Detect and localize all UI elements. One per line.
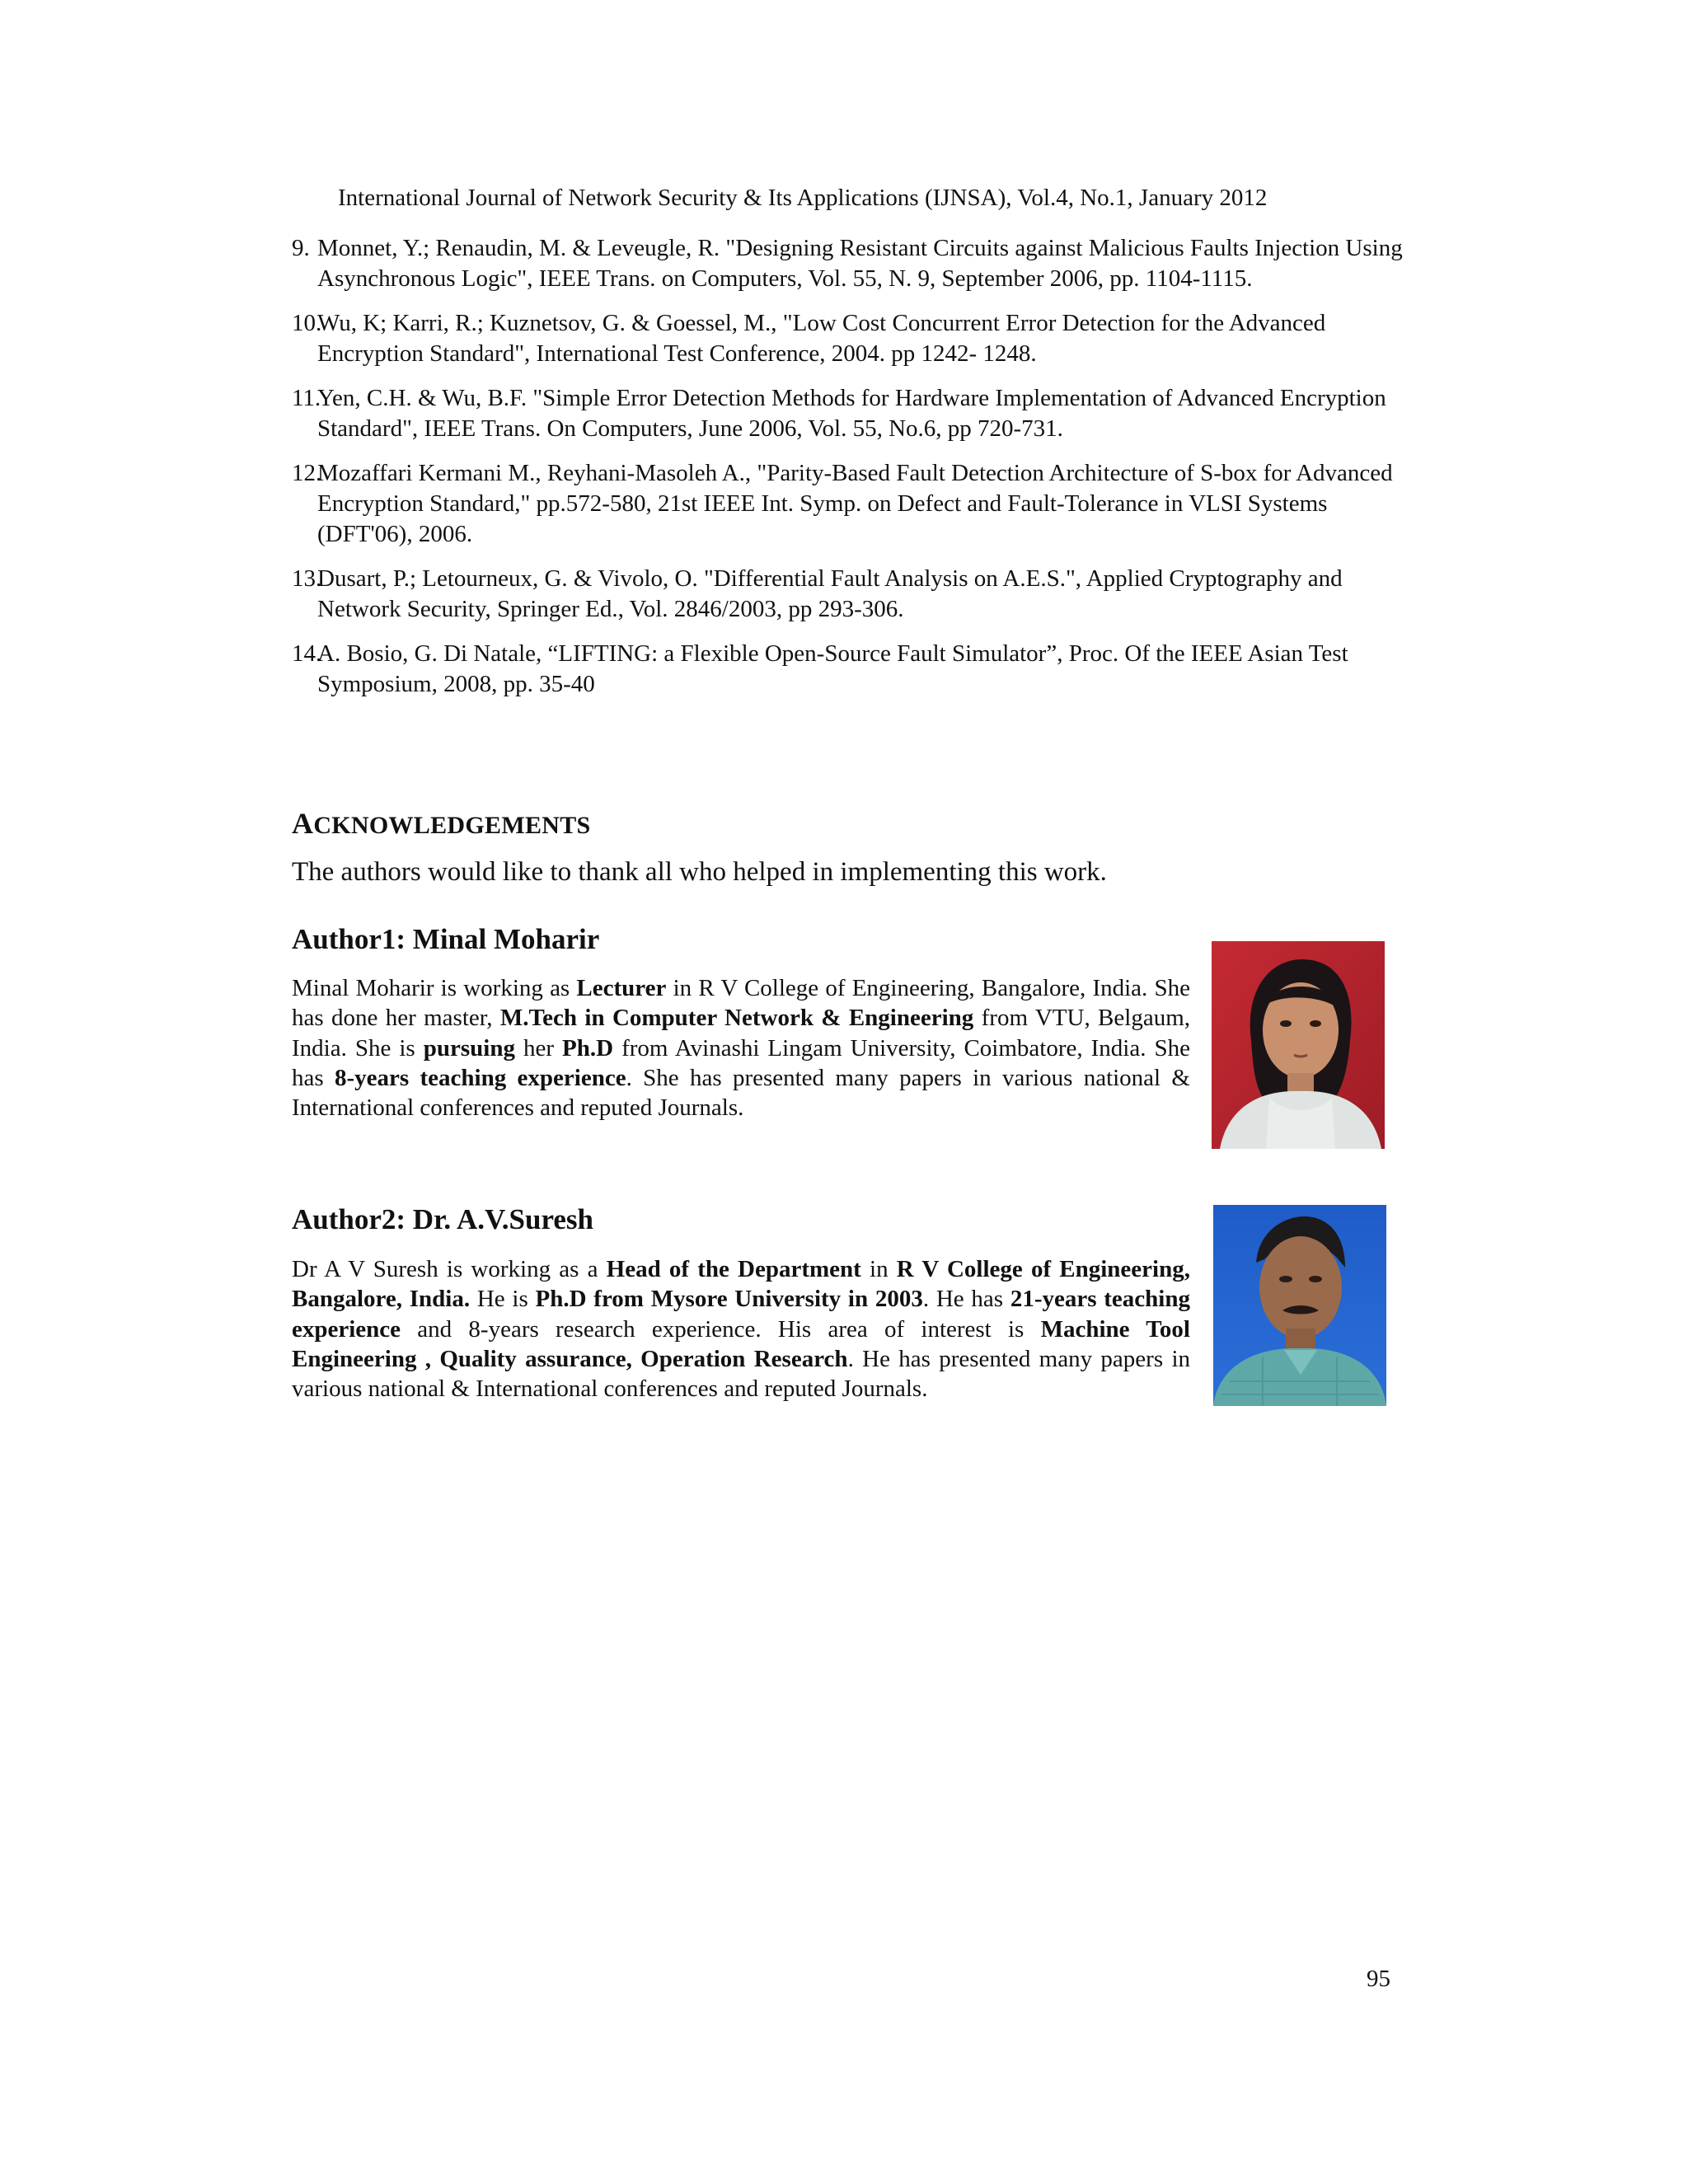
author1-bio-run: M.Tech in Computer Network & Engineering [499, 1005, 974, 1032]
author2-bio-run: and 8-years research experience. His area of interest is [401, 1315, 1041, 1343]
author1-bio-run: Lecturer [576, 975, 667, 1001]
author2-bio-run: Ph.D from Mysore University in 2003 [535, 1286, 923, 1313]
reference-number: 14. [292, 640, 322, 667]
author1-bio-run: Minal Moharir is working as [292, 975, 577, 1001]
author1-bio-run: from Avinashi Lingam University, Coimbatore, India. She has [292, 1034, 1190, 1091]
author2-bio-run: Machine Tool Engineering , Quality assurance, Operation Research [292, 1315, 1190, 1372]
author2-heading: Author2: Dr. A.V.Suresh [292, 1203, 593, 1235]
reference-text: Mozaffari Kermani M., Reyhani-Masoleh A., "Parity-Based Fault Detection Architecture of S-box for Advanced Encryption Standard," pp.572-580, 21st IEEE Int. Symp. on Defect and Fault-Tolerance in VLSI Systems (DFT'06), 2006. [317, 460, 1393, 547]
reference-item [292, 233, 1413, 294]
reference-item [292, 564, 1413, 625]
author1-bio-run: . She has presented many papers in various national & International conferences and reputed Journals. [292, 1064, 1190, 1122]
author2-bio-run: . He has presented many papers in various national & International conferences and reputed Journals. [292, 1345, 1190, 1403]
author1-bio-run: 8-years teaching experience [334, 1064, 626, 1091]
references-list [292, 233, 1413, 714]
reference-number: 13. [292, 565, 322, 592]
author2-bio-run: Head of the Department [606, 1256, 861, 1282]
author1-bio-run: her [514, 1034, 563, 1062]
reference-text: A. Bosio, G. Di Natale, “LIFTING: a Flexible Open-Source Fault Simulator”, Proc. Of the IEEE Asian Test Symposium, 2008, pp. 35-40 [317, 640, 1348, 697]
author1-heading: Author1: Minal Moharir [292, 923, 600, 955]
author2-photo [1213, 1205, 1386, 1406]
reference-text: Dusart, P.; Letourneux, G. & Vivolo, O. "Differential Fault Analysis on A.E.S.", Applied Cryptography and Network Security, Springer Ed., Vol. 2846/2003, pp 293-306. [317, 565, 1343, 622]
reference-text: Monnet, Y.; Renaudin, M. & Leveugle, R. "Designing Resistant Circuits against Malicious Faults Injection Using Asynchronous Logic", IEEE Trans. on Computers, Vol. 55, N. 9, September 2006, pp. 1104-1115. [317, 235, 1403, 292]
reference-number: 11. [292, 385, 321, 411]
author1-bio-run: Ph.D [562, 1034, 614, 1062]
page-number: 95 [1367, 1966, 1390, 1992]
reference-text: Wu, K; Karri, R.; Kuznetsov, G. & Goessel, M., "Low Cost Concurrent Error Detection for the Advanced Encryption Standard", International Test Conference, 2004. pp 1242- 1248. [317, 310, 1326, 367]
acknowledgements-heading [292, 806, 591, 841]
reference-number: 9. [292, 235, 310, 261]
acknowledgements-heading-rest: CKNOWLEDGEMENTS [313, 812, 591, 839]
reference-number: 10. [292, 310, 322, 336]
author2-bio-run: . He has [922, 1286, 1010, 1313]
acknowledgements-heading-initial: A [292, 807, 314, 840]
running-header: International Journal of Network Security & Its Applications (IJNSA), Vol.4, No.1, January 2012 [338, 185, 1268, 211]
author2-bio [292, 1254, 1190, 1404]
author1-bio-run: pursuing [423, 1034, 515, 1062]
author1-bio [292, 973, 1190, 1122]
reference-item [292, 308, 1413, 369]
reference-item [292, 383, 1413, 444]
author1-photo [1212, 941, 1385, 1149]
author2-bio-run: in [860, 1256, 897, 1282]
acknowledgements-text: The authors would like to thank all who helped in implementing this work. [292, 857, 1107, 887]
author1-bio-run: in R V College of Engineering, Bangalore, India. She has done her master, [292, 975, 1190, 1032]
author2-bio-run: He is [470, 1286, 536, 1313]
reference-number: 12. [292, 460, 322, 486]
author1-bio-run: from VTU, Belgaum, India. She is [292, 1005, 1190, 1062]
reference-item [292, 458, 1413, 550]
author2-bio-run: R V College of Engineering, Bangalore, India. [292, 1256, 1190, 1313]
author2-bio-run: Dr A V Suresh is working as a [292, 1256, 607, 1282]
author2-bio-run: 21-years teaching experience [292, 1286, 1190, 1343]
reference-text: Yen, C.H. & Wu, B.F. "Simple Error Detection Methods for Hardware Implementation of Advanced Encryption Standard", IEEE Trans. On Computers, June 2006, Vol. 55, No.6, pp 720-731. [317, 385, 1386, 442]
reference-item [292, 639, 1413, 700]
